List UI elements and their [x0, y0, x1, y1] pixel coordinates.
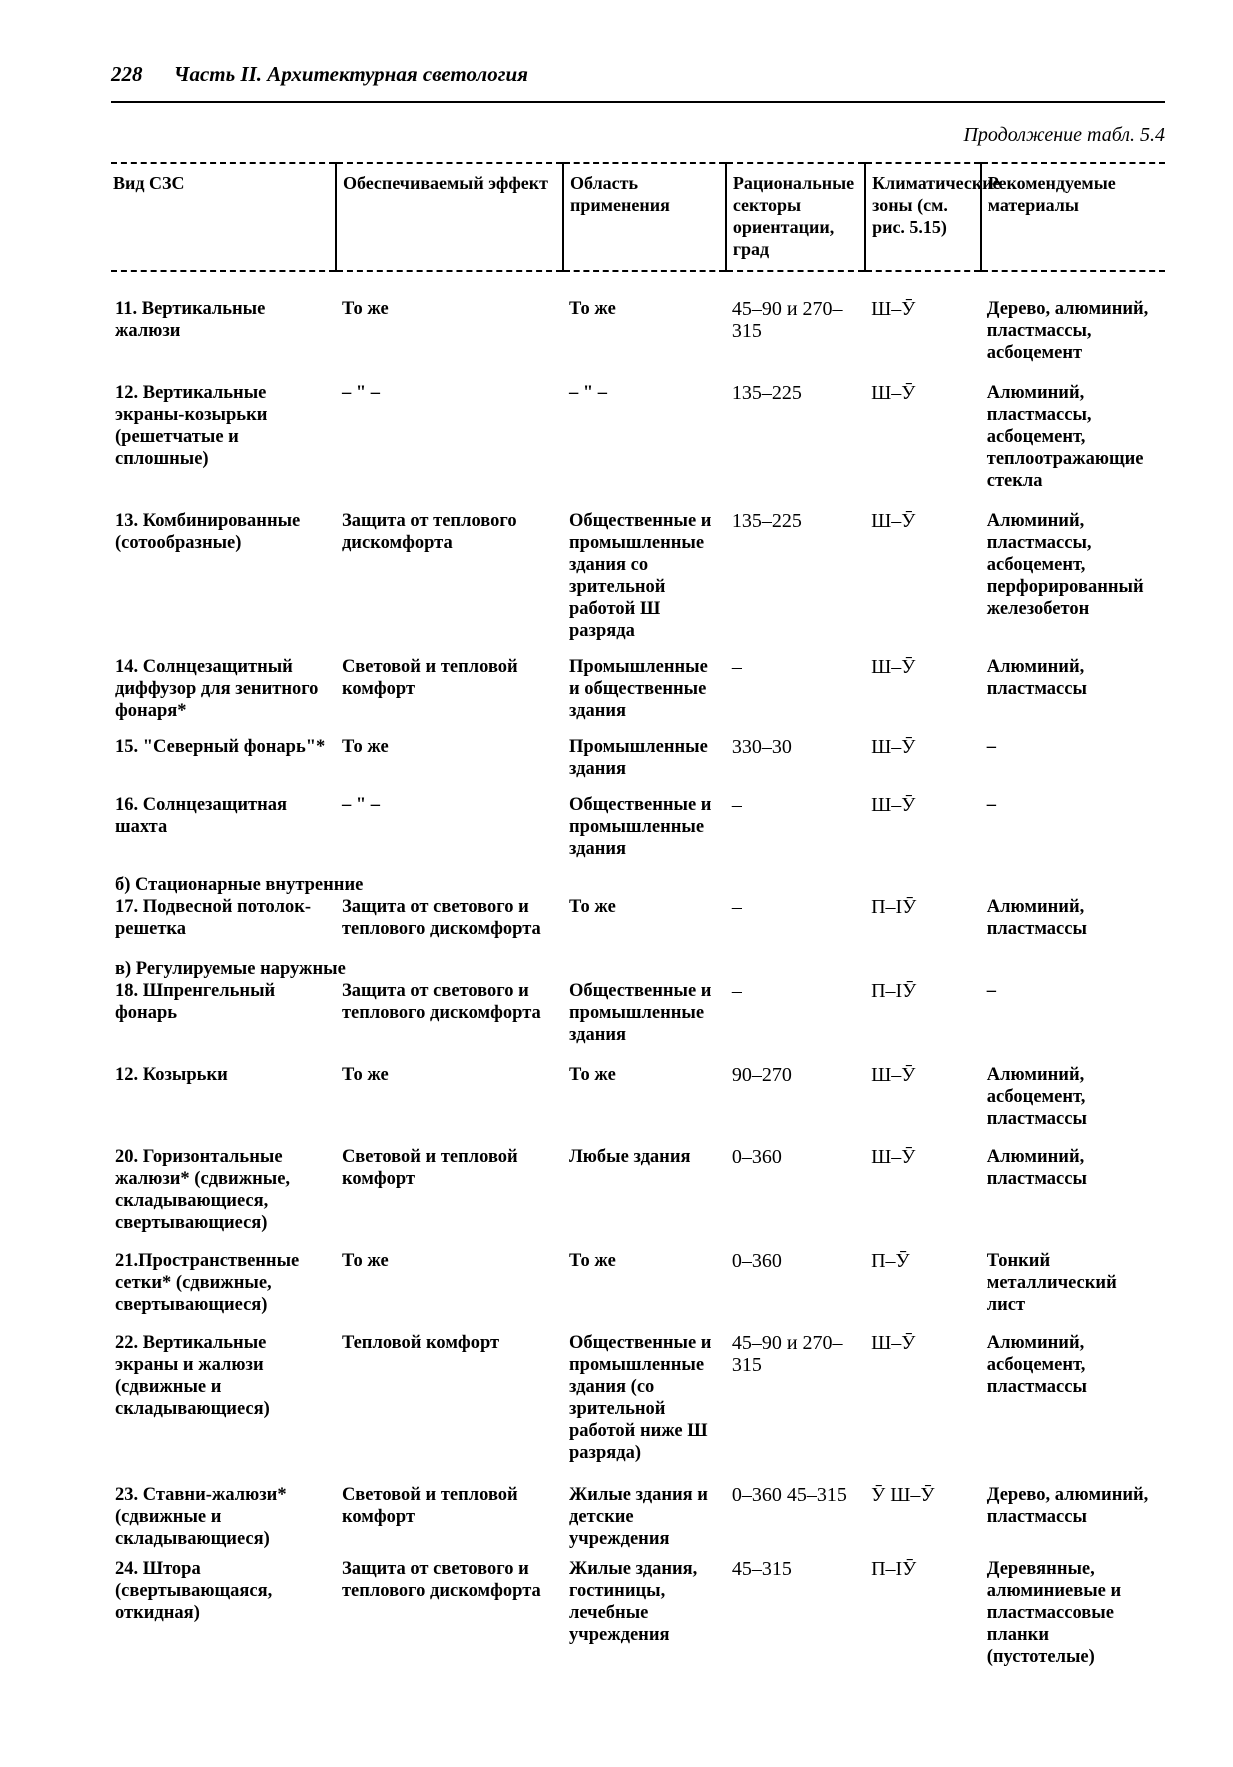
row-name: 17. Подвесной потолок-решетка [115, 897, 312, 939]
row-area: Промышленные и общественные здания [569, 657, 708, 721]
table-row [111, 1146, 1165, 1250]
table-row [111, 1558, 1165, 1680]
row-zones: Ш–Ӯ [871, 1146, 916, 1168]
row-effect: Защита от теплового дискомфорта [341, 511, 517, 553]
row-materials: Алюминий, пластмассы, асбоцемент, теплоотражающие стекла [986, 383, 1144, 491]
column-header: Вид СЗС [111, 163, 336, 271]
row-zones: Ш–Ӯ [871, 656, 916, 678]
row-materials: Алюминий, асбоцемент, пластмассы [986, 1333, 1087, 1397]
section-row [111, 874, 1165, 896]
row-name: 24. Штора (свертывающаяся, откидная) [115, 1559, 273, 1623]
row-area: Любые здания [569, 1147, 691, 1167]
row-area: – " – [569, 383, 608, 403]
row-materials: Алюминий, пластмассы [986, 897, 1087, 939]
row-area: То же [569, 897, 616, 917]
row-sectors: 135–225 [731, 382, 802, 404]
row-materials: – [986, 737, 996, 757]
row-name: 15. "Северный фонарь"* [115, 737, 326, 757]
column-header: Обеспечиваемый эффект [336, 163, 563, 271]
row-effect: – " – [341, 383, 380, 403]
row-sectors: 135–225 [731, 510, 802, 532]
table-header-row [111, 163, 1165, 271]
row-zones: Ш–Ӯ [871, 1064, 916, 1086]
table-row [111, 510, 1165, 656]
row-name: 16. Солнцезащитная шахта [115, 795, 287, 837]
row-effect: То же [341, 1065, 389, 1085]
running-title: Часть II. Архитектурная светология [173, 62, 528, 86]
row-sectors: – [731, 656, 742, 678]
materials-table [111, 162, 1165, 1680]
row-sectors: – [731, 896, 742, 918]
row-zones: Ш–Ӯ [871, 736, 916, 758]
row-sectors: – [731, 980, 742, 1002]
section-title: в) Регулируемые наружные [115, 959, 346, 979]
row-materials: Дерево, алюминий, пластмассы [986, 1485, 1149, 1527]
row-zones: П–ӀӮ [871, 980, 917, 1002]
row-effect: Световой и тепловой комфорт [341, 1485, 518, 1527]
table-row [111, 736, 1165, 794]
row-sectors: 0–360 [731, 1250, 782, 1272]
row-effect: То же [341, 1251, 389, 1271]
row-effect: То же [341, 737, 389, 757]
row-materials: Дерево, алюминий, пластмассы, асбоцемент [986, 299, 1149, 363]
table-row [111, 656, 1165, 736]
column-header: Климатические зоны (см. рис. 5.15) [865, 163, 981, 271]
header-rule [111, 101, 1165, 103]
row-materials: Алюминий, пластмассы [986, 657, 1087, 699]
row-zones: Ш–Ӯ [871, 794, 916, 816]
row-area: Жилые здания и детские учреждения [569, 1485, 708, 1549]
row-zones: Ш–Ӯ [871, 298, 916, 320]
table-row [111, 896, 1165, 958]
row-name: 20. Горизонтальные жалюзи* (сдвижные, складывающиеся, свертывающиеся) [115, 1147, 291, 1233]
row-effect: Световой и тепловой комфорт [341, 1147, 518, 1189]
table-row [111, 271, 1165, 382]
row-name: 11. Вертикальные жалюзи [115, 299, 266, 341]
row-zones: Ӯ Ш–Ӯ [871, 1484, 935, 1506]
row-zones: П–ӀӮ [871, 1558, 917, 1580]
row-area: Общественные и промышленные здания (со зрительной работой ниже Ш разряда) [569, 1333, 712, 1463]
row-area: Промышленные здания [569, 737, 708, 779]
row-materials: Тонкий металлический лист [986, 1251, 1117, 1315]
table-row [111, 1484, 1165, 1558]
row-zones: П–Ӯ [871, 1250, 910, 1272]
row-materials: Алюминий, пластмассы, асбоцемент, перфорированный железобетон [986, 511, 1144, 619]
running-header [111, 62, 1165, 87]
row-name: 21.Пространственные сетки* (сдвижные, свертывающиеся) [115, 1251, 300, 1315]
row-area: То же [569, 1065, 616, 1085]
row-name: 23. Ставни-жалюзи* (сдвижные и складывающиеся) [115, 1485, 287, 1549]
table-continuation-label: Продолжение табл. 5.4 [963, 124, 1165, 146]
row-name: 22. Вертикальные экраны и жалюзи (сдвижные и складывающиеся) [115, 1333, 270, 1419]
row-effect: Тепловой комфорт [341, 1333, 500, 1353]
row-area: Жилые здания, гостиницы, лечебные учреждения [569, 1559, 698, 1645]
section-row [111, 958, 1165, 980]
row-name: 14. Солнцезащитный диффузор для зенитного фонаря* [115, 657, 319, 721]
table-row [111, 1332, 1165, 1484]
row-effect: Защита от светового и теплового дискомфорта [341, 1559, 541, 1601]
row-name: 18. Шпренгельный фонарь [115, 981, 276, 1023]
row-zones: Ш–Ӯ [871, 382, 916, 404]
table-row [111, 794, 1165, 874]
row-sectors: 90–270 [731, 1064, 792, 1086]
table-row [111, 980, 1165, 1064]
table-row [111, 1250, 1165, 1332]
row-zones: П–ӀӮ [871, 896, 917, 918]
row-effect: Защита от светового и теплового дискомфорта [341, 981, 541, 1023]
row-sectors: 45–90 и 270–315 [731, 298, 843, 342]
column-header: Рациональные секторы ориентации, град [726, 163, 865, 271]
row-sectors: 0–360 [731, 1146, 782, 1168]
table-row [111, 382, 1165, 510]
row-materials: Алюминий, асбоцемент, пластмассы [986, 1065, 1087, 1129]
row-materials: – [986, 981, 996, 1001]
row-effect: – " – [341, 795, 380, 815]
row-area: Общественные и промышленные здания [569, 795, 712, 859]
row-sectors: 45–90 и 270–315 [731, 1332, 843, 1376]
row-name: 12. Козырьки [115, 1065, 228, 1085]
row-zones: Ш–Ӯ [871, 1332, 916, 1354]
row-zones: Ш–Ӯ [871, 510, 916, 532]
row-area: Общественные и промышленные здания [569, 981, 712, 1045]
table-row [111, 1064, 1165, 1146]
row-sectors: – [731, 794, 742, 816]
row-materials: – [986, 795, 996, 815]
table-body [111, 271, 1165, 1680]
row-materials: Алюминий, пластмассы [986, 1147, 1087, 1189]
row-area: То же [569, 1251, 616, 1271]
section-title: б) Стационарные внутренние [115, 875, 364, 895]
row-effect: Защита от светового и теплового дискомфорта [341, 897, 541, 939]
row-area: Общественные и промышленные здания со зрительной работой Ш разряда [569, 511, 712, 641]
column-header: Область применения [563, 163, 726, 271]
row-effect: То же [341, 299, 389, 319]
column-header: Рекомендуемые материалы [981, 163, 1165, 271]
row-materials: Деревянные, алюминиевые и пластмассовые планки (пустотелые) [986, 1559, 1122, 1667]
row-area: То же [569, 299, 616, 319]
row-sectors: 45–315 [731, 1558, 792, 1580]
row-effect: Световой и тепловой комфорт [341, 657, 518, 699]
row-sectors: 330–30 [731, 736, 792, 758]
row-name: 13. Комбинированные (сотообразные) [115, 511, 301, 553]
row-name: 12. Вертикальные экраны-козырьки (решетчатые и сплошные) [115, 383, 268, 469]
row-sectors: 0–360 45–315 [731, 1484, 847, 1506]
page-number: 228 [111, 62, 143, 86]
